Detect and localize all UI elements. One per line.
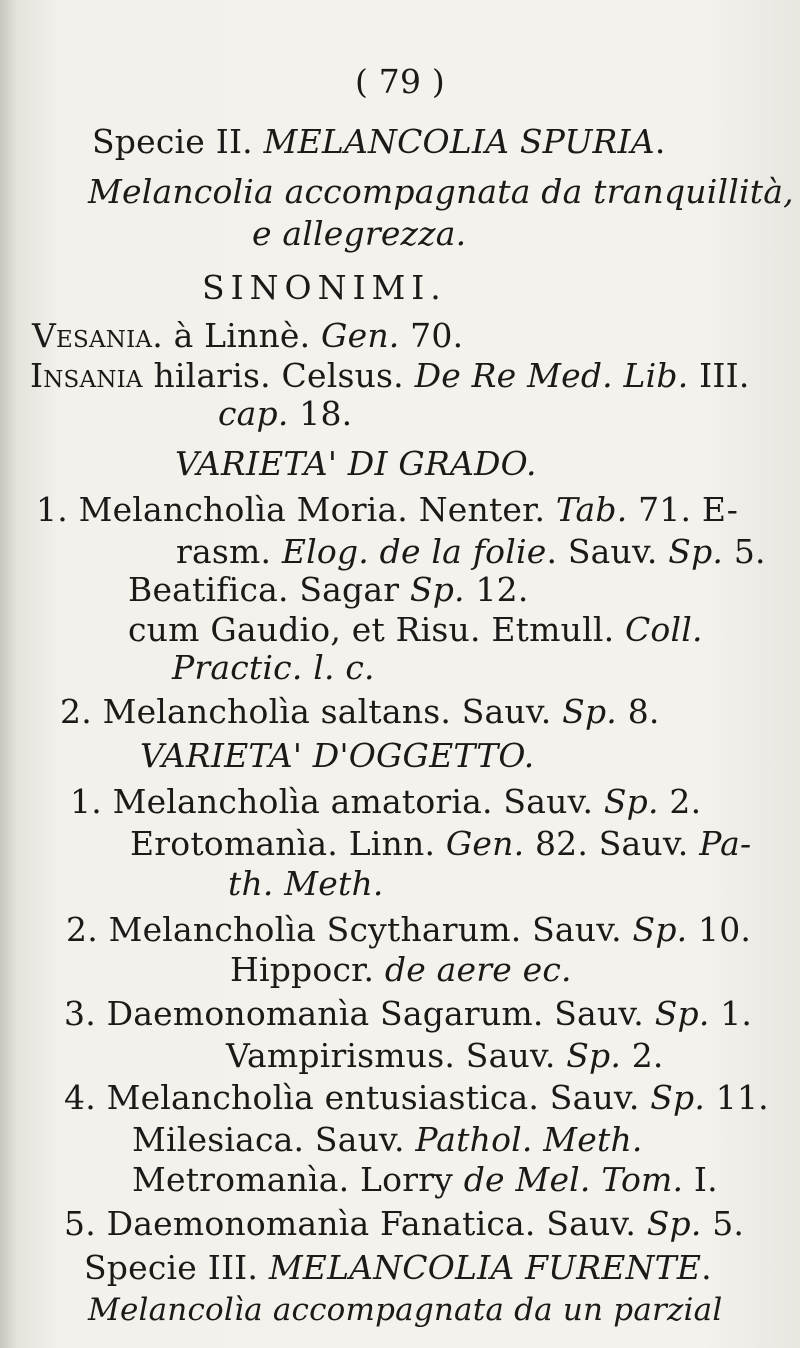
- synonym-line: Insania hilaris. Celsus. De Re Med. Lib. III.: [30, 356, 750, 395]
- entry-line: 1. Melancholìa amatoria. Sauv. Sp. 2.: [70, 782, 702, 821]
- entry-line: 2. Melancholìa Scytharum. Sauv. Sp. 10.: [66, 910, 752, 949]
- entry-line: cum Gaudio, et Risu. Etmull. Coll.: [128, 610, 703, 649]
- entry-line: Milesiaca. Sauv. Pathol. Meth.: [132, 1120, 643, 1159]
- entry-line: 1. Melancholìa Moria. Nenter. Tab. 71. E-: [36, 490, 739, 529]
- entry-line: 3. Daemonomanìa Sagarum. Sauv. Sp. 1.: [64, 994, 753, 1033]
- species-heading: Specie II. MELANCOLIA SPURIA.: [92, 122, 666, 161]
- synonym-line: Vesania. à Linnè. Gen. 70.: [32, 316, 464, 355]
- species-description: Melancolìa accompagnata da un parzial: [88, 1292, 723, 1328]
- entry-line-cont: rasm. Elog. de la folie. Sauv. Sp. 5.: [176, 532, 766, 571]
- entry-line: Beatifica. Sagar Sp. 12.: [128, 570, 529, 609]
- entry-line: Metromanìa. Lorry de Mel. Tom. I.: [132, 1160, 718, 1199]
- entry-line: 2. Melancholìa saltans. Sauv. Sp. 8.: [60, 692, 660, 731]
- entry-line: 4. Melancholìa entusiastica. Sauv. Sp. 11.: [64, 1078, 769, 1117]
- entry-line-cont: Vampirismus. Sauv. Sp. 2.: [226, 1036, 664, 1075]
- species-description-cont: e allegrezza.: [252, 214, 467, 253]
- entry-line-cont: th. Meth.: [228, 864, 384, 903]
- species-description: Melancolia accompagnata da tranquillità,: [88, 172, 794, 211]
- section-heading: VARIETA' DI GRADO.: [175, 444, 537, 483]
- entry-line: Erotomanìa. Linn. Gen. 82. Sauv. Pa-: [130, 824, 752, 863]
- entry-line-cont: Practic. l. c.: [172, 648, 375, 687]
- page-number: ( 79 ): [355, 62, 445, 101]
- species-heading: Specie III. MELANCOLIA FURENTE.: [84, 1248, 712, 1287]
- synonym-line-cont: cap. 18.: [218, 394, 353, 433]
- entry-line: 5. Daemonomanìa Fanatica. Sauv. Sp. 5.: [64, 1204, 745, 1243]
- section-heading: VARIETA' D'OGGETTO.: [140, 736, 535, 775]
- entry-line-cont: Hippocr. de aere ec.: [230, 950, 572, 989]
- synonyms-heading: SINONIMI.: [202, 268, 447, 307]
